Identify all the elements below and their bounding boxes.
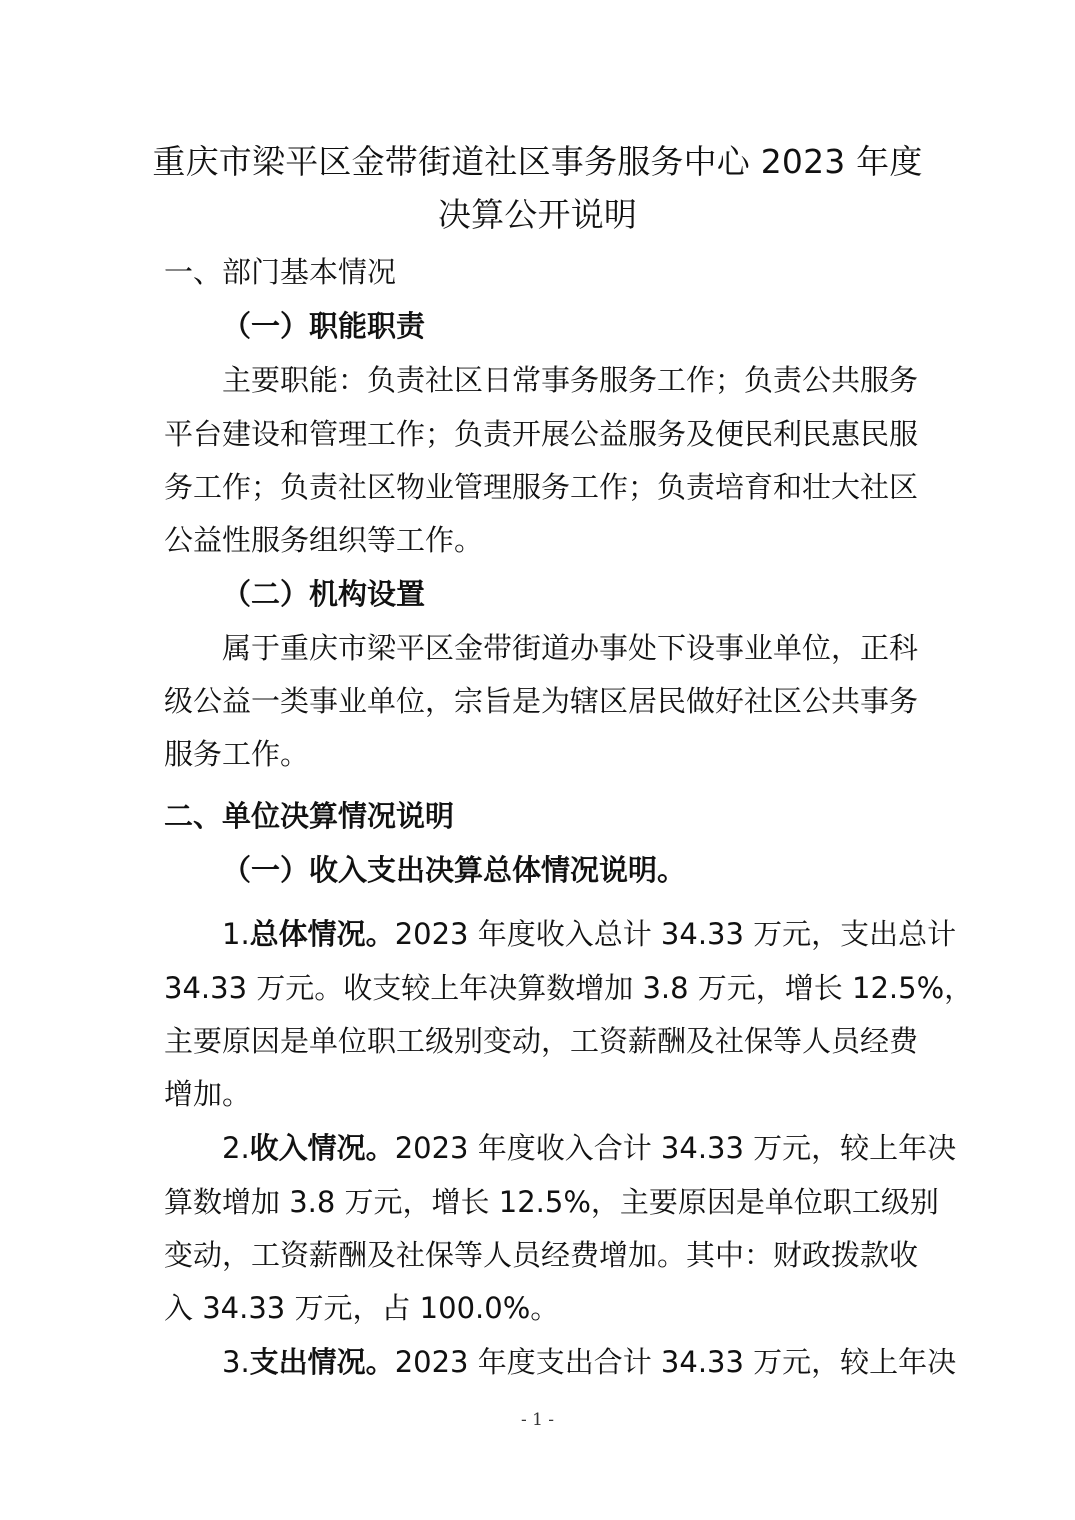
paragraph-line: 服务工作。 (164, 737, 310, 771)
page-number: - 1 - (520, 1410, 555, 1430)
item-2-label: 收入情况。 (249, 1131, 395, 1165)
paragraph-line: 主要原因是单位职工级别变动，工资薪酬及社保等人员经费 (164, 1024, 919, 1058)
item-1-label: 总体情况。 (249, 917, 395, 951)
section-1-sub-1-heading: （一）职能职责 (222, 309, 426, 343)
item-2-text: 2023 年度收入合计 34.33 万元，较上年决 (394, 1131, 957, 1165)
paragraph-line: 34.33 万元。收支较上年决算数增加 3.8 万元，增长 12.5%， (164, 971, 974, 1005)
paragraph-line: 属于重庆市梁平区金带街道办事处下设事业单位，正科 (222, 631, 919, 665)
section-2-sub-1-heading: （一）收入支出决算总体情况说明。 (222, 853, 687, 887)
item-3-label: 支出情况。 (249, 1345, 395, 1379)
item-1-number: 1. (222, 917, 250, 951)
section-2-heading: 二、单位决算情况说明 (164, 799, 455, 833)
paragraph-line: 平台建设和管理工作；负责开展公益服务及便民利民惠民服 (164, 417, 919, 451)
item-3-text: 2023 年度支出合计 34.33 万元，较上年决 (394, 1345, 957, 1379)
item-3-first-line (222, 1342, 957, 1382)
section-1-sub-2-heading: （二）机构设置 (222, 577, 426, 611)
paragraph-line: 入 34.33 万元，占 100.0%。 (164, 1291, 560, 1325)
item-1-first-line (222, 914, 957, 954)
item-1-text: 2023 年度收入总计 34.33 万元，支出总计 (394, 917, 957, 951)
section-1-heading: 一、部门基本情况 (164, 255, 397, 289)
item-2-number: 2. (222, 1131, 250, 1165)
paragraph-line: 增加。 (164, 1077, 252, 1111)
paragraph-line: 算数增加 3.8 万元，增长 12.5%，主要原因是单位职工级别 (164, 1185, 939, 1219)
document-title-line-1: 重庆市梁平区金带街道社区事务服务中心 2023 年度 (152, 142, 923, 181)
document-title-line-2: 决算公开说明 (437, 195, 638, 234)
paragraph-line: 主要职能：负责社区日常事务服务工作；负责公共服务 (222, 363, 919, 397)
paragraph-line: 级公益一类事业单位，宗旨是为辖区居民做好社区公共事务 (164, 684, 919, 718)
paragraph-line: 变动，工资薪酬及社保等人员经费增加。其中：财政拨款收 (164, 1238, 919, 1272)
item-3-number: 3. (222, 1345, 250, 1379)
item-2-first-line (222, 1128, 957, 1168)
paragraph-line: 务工作；负责社区物业管理服务工作；负责培育和壮大社区 (164, 470, 919, 504)
paragraph-line: 公益性服务组织等工作。 (164, 523, 484, 557)
